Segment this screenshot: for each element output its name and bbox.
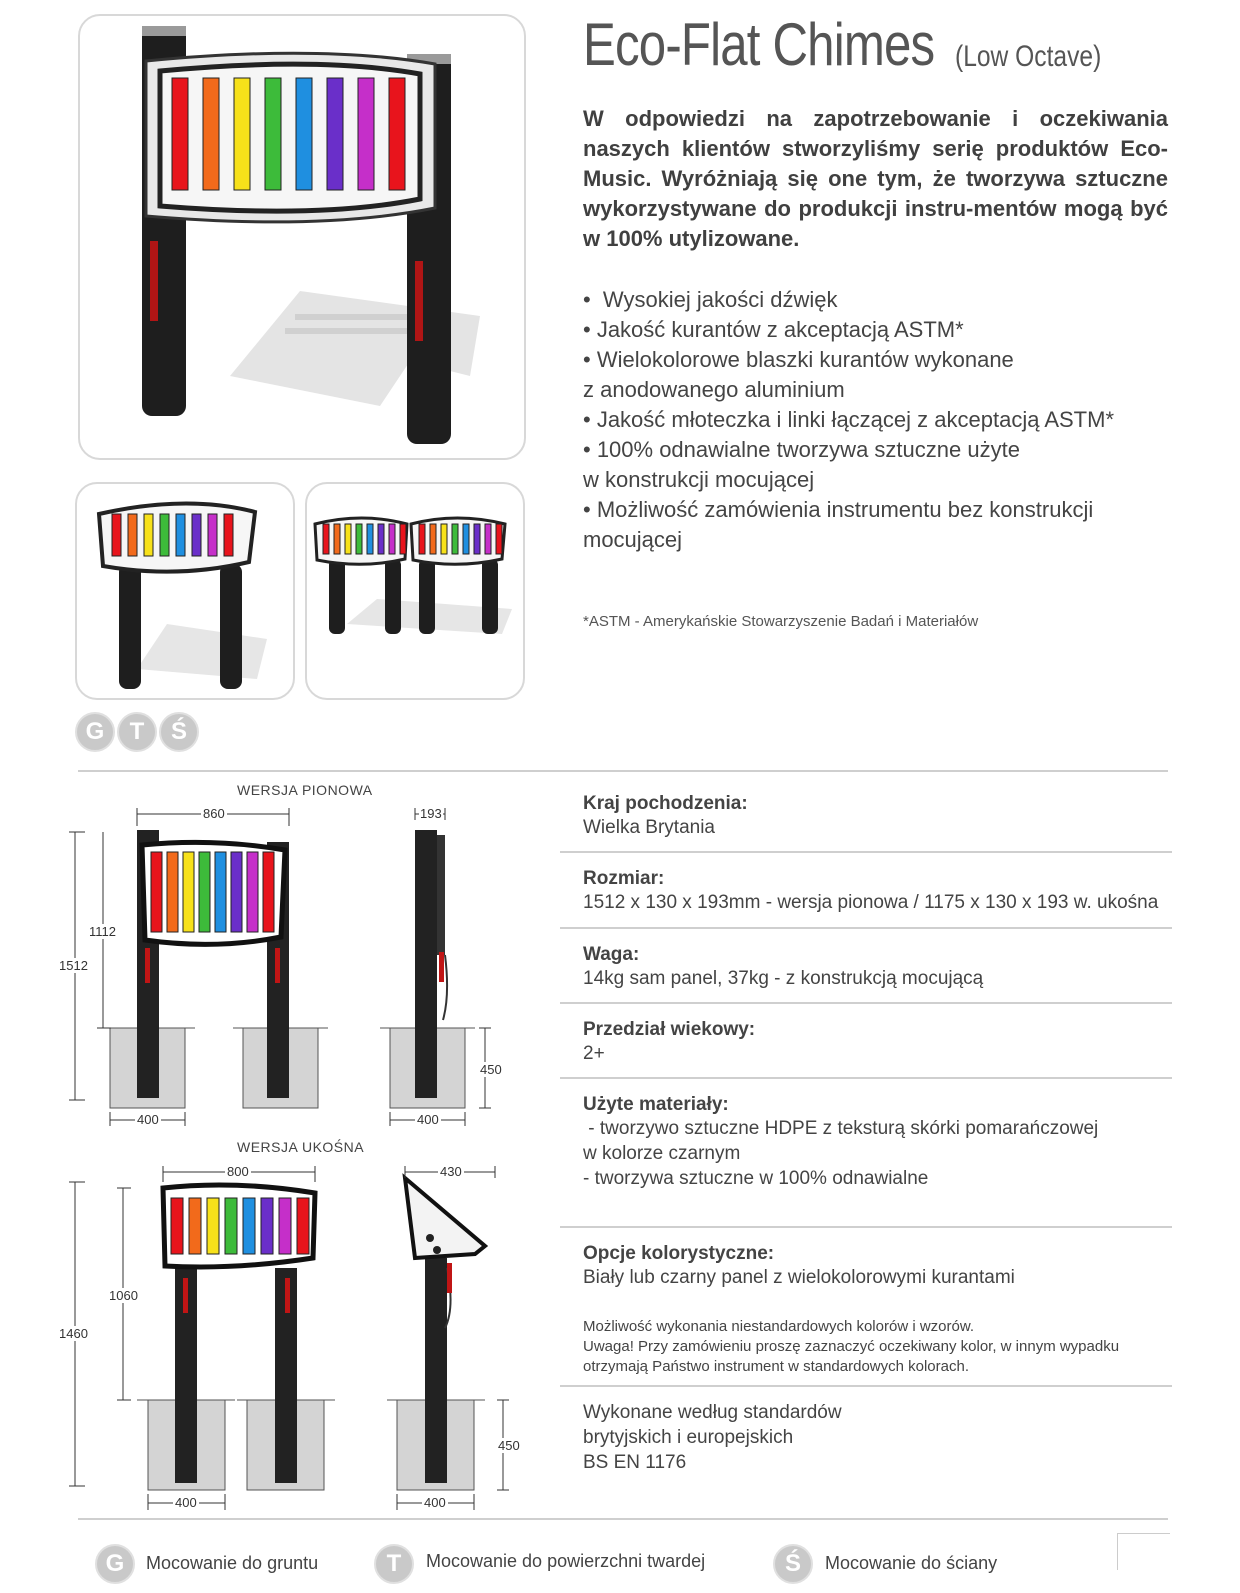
standards-line: brytyjskich i europejskich — [583, 1427, 794, 1448]
dim-footing-side: 400 — [417, 1112, 439, 1127]
dim-depth-footing: 450 — [480, 1062, 502, 1077]
chime-bar — [389, 78, 405, 190]
chime-bar — [345, 524, 351, 554]
spec-label: Waga: — [583, 944, 640, 965]
vertical-version-drawing — [45, 800, 535, 1130]
chime-bar — [400, 524, 406, 554]
chime-bar — [199, 852, 210, 932]
spec-value: - tworzywa sztuczne w 100% odnawialne — [583, 1168, 929, 1189]
chime-bar — [151, 852, 162, 932]
spec-value: Biały lub czarny panel z wielokolorowymi kurantami — [583, 1267, 1015, 1288]
dim-footing: 400 — [175, 1495, 197, 1510]
legend-wall-text: Mocowanie do ściany — [825, 1553, 998, 1573]
spec-origin — [583, 793, 1173, 840]
feature-list — [583, 285, 1183, 555]
astm-footnote: *ASTM - Amerykańskie Stowarzyszenie Badań i Materiałów — [583, 613, 979, 630]
spec-value: 1512 x 130 x 193mm - wersja pionowa / 1175 x 130 x 193 w. ukośna — [583, 892, 1159, 913]
badge-hard-surface: T — [117, 712, 157, 752]
product-title — [583, 10, 1102, 79]
chime-bar — [378, 524, 384, 554]
chime-bar — [358, 78, 374, 190]
dim-footing: 400 — [137, 1112, 159, 1127]
chime-bar — [367, 524, 373, 554]
note-line: otrzymają Państwo instrument w standardowych kolorach. — [583, 1358, 970, 1375]
spec-size — [583, 868, 1183, 915]
chime-bar — [189, 1198, 201, 1254]
chime-bar — [128, 514, 137, 556]
chime-bar — [231, 852, 242, 932]
chime-bar — [172, 78, 188, 190]
intro-text: W odpowiedzi na zapotrzebowanie i oczekiwania naszych klientów stworzyliśmy serię produktów Eco-Music. Wyróżniają się one tym, że tworzywa sztuczne wykorzystywane do produkcji instru-mentów mogą być w 100% utylizowane. — [583, 106, 1168, 251]
chime-bar — [452, 524, 458, 554]
dim-width: 800 — [227, 1164, 249, 1179]
spec-divider — [560, 927, 1172, 929]
chime-bar — [224, 514, 233, 556]
chime-bar — [279, 1198, 291, 1254]
dim-height-total: 1512 — [59, 958, 88, 973]
dim-depth-footing: 450 — [498, 1438, 520, 1453]
chime-bar — [167, 852, 178, 932]
chime-bar — [296, 78, 312, 190]
feature-item: • 100% odnawialne tworzywa sztuczne użyte — [583, 437, 1020, 462]
spec-divider — [560, 851, 1172, 853]
chime-bar — [419, 524, 425, 554]
spec-divider — [560, 1226, 1172, 1228]
chime-bar — [263, 852, 274, 932]
spec-value: 14kg sam panel, 37kg - z konstrukcją mocującą — [583, 968, 984, 989]
feature-item: w konstrukcji mocującej — [583, 467, 815, 492]
chime-bar — [243, 1198, 255, 1254]
chime-bar — [171, 1198, 183, 1254]
spec-label: Opcje kolorystyczne: — [583, 1243, 775, 1264]
spec-value: - tworzywo sztuczne HDPE z teksturą skórki pomarańczowej — [583, 1118, 1099, 1139]
spec-label: Kraj pochodzenia: — [583, 793, 748, 814]
chime-bar — [474, 524, 480, 554]
feature-item: • Jakość kurantów z akceptacją ASTM* — [583, 317, 964, 342]
dim-height-total: 1460 — [59, 1326, 88, 1341]
spec-label: Przedział wiekowy: — [583, 1019, 756, 1040]
feature-item: • Możliwość zamówienia instrumentu bez konstrukcji — [583, 497, 1094, 522]
dim-depth: 193 — [420, 806, 442, 821]
standards-line: BS EN 1176 — [583, 1452, 687, 1473]
footer-divider — [78, 1518, 1168, 1520]
spec-colors — [583, 1243, 1173, 1290]
chime-bar — [334, 524, 340, 554]
chime-bar — [430, 524, 436, 554]
section-divider — [78, 770, 1168, 772]
chime-bar — [176, 514, 185, 556]
slanted-version-label: WERSJA UKOŚNA — [237, 1139, 365, 1155]
chime-bar — [261, 1198, 273, 1254]
chime-bar — [356, 524, 362, 554]
badge-ground: G — [75, 712, 115, 752]
spec-value: w kolorze czarnym — [583, 1143, 741, 1164]
dim-depth: 430 — [440, 1164, 462, 1179]
chime-bar — [389, 524, 395, 554]
feature-item: mocującej — [583, 527, 683, 552]
thumbnail-slanted-double[interactable] — [305, 482, 525, 700]
spec-divider — [560, 1002, 1172, 1004]
legend-hard-surface-text: Mocowanie do powierzchni twardej — [426, 1551, 706, 1571]
spec-value: Wielka Brytania — [583, 817, 715, 838]
chime-bar — [215, 852, 226, 932]
spec-age — [583, 1019, 1173, 1066]
note-line: Możliwość wykonania niestandardowych kolorów i wzorów. — [583, 1318, 975, 1335]
legend-badge-ground: G — [95, 1544, 135, 1584]
chime-bar — [247, 852, 258, 932]
chime-bar — [485, 524, 491, 554]
chime-bar — [160, 514, 169, 556]
spec-divider — [560, 1077, 1172, 1079]
chime-bar — [323, 524, 329, 554]
chime-bar — [496, 524, 502, 554]
note-line: Uwaga! Przy zamówieniu proszę zaznaczyć oczekiwany kolor, w innym wypadku — [583, 1338, 1120, 1355]
chime-bar — [463, 524, 469, 554]
thumbnail-slanted-single[interactable] — [75, 482, 295, 700]
spec-weight — [583, 944, 1173, 991]
page-corner-mark — [1117, 1533, 1170, 1570]
spec-label: Użyte materiały: — [583, 1094, 729, 1115]
legend-badge-wall: Ś — [773, 1544, 813, 1584]
chime-bar — [144, 514, 153, 556]
chime-bar — [112, 514, 121, 556]
spec-label: Rozmiar: — [583, 868, 665, 889]
main-product-image — [78, 14, 526, 460]
chime-bar — [441, 524, 447, 554]
chime-bar — [225, 1198, 237, 1254]
spec-materials — [583, 1094, 1173, 1191]
chime-bar — [207, 1198, 219, 1254]
feature-item: • Jakość młoteczka i linki łączącej z akceptacją ASTM* — [583, 407, 1115, 432]
legend-badge-hard-surface: T — [374, 1544, 414, 1584]
dim-footing-side: 400 — [424, 1495, 446, 1510]
chime-bar — [203, 78, 219, 190]
chime-bar — [265, 78, 281, 190]
chime-bar — [192, 514, 201, 556]
spec-value: 2+ — [583, 1043, 605, 1064]
vertical-version-label: WERSJA PIONOWA — [237, 782, 373, 798]
chime-bar — [297, 1198, 309, 1254]
badge-wall: Ś — [159, 712, 199, 752]
chime-bar — [208, 514, 217, 556]
feature-item: z anodowanego aluminium — [583, 377, 845, 402]
feature-item: • Wysokiej jakości dźwięk — [583, 287, 838, 312]
chime-bar — [234, 78, 250, 190]
feature-item: • Wielokolorowe blaszki kurantów wykonane — [583, 347, 1014, 372]
standards-text — [583, 1400, 1173, 1475]
standards-line: Wykonane według standardów — [583, 1402, 842, 1423]
legend-ground-text: Mocowanie do gruntu — [146, 1553, 319, 1573]
title-sub: (Low Octave) — [955, 40, 1102, 73]
spec-divider — [560, 1385, 1172, 1387]
dim-width: 860 — [203, 806, 225, 821]
slanted-version-drawing — [45, 1158, 535, 1513]
title-main: Eco-Flat Chimes — [583, 11, 935, 78]
chime-bar — [183, 852, 194, 932]
dim-height-panel: 1060 — [109, 1288, 138, 1303]
dim-height-panel: 1112 — [89, 924, 116, 939]
chime-bar — [327, 78, 343, 190]
color-note — [583, 1317, 1173, 1377]
